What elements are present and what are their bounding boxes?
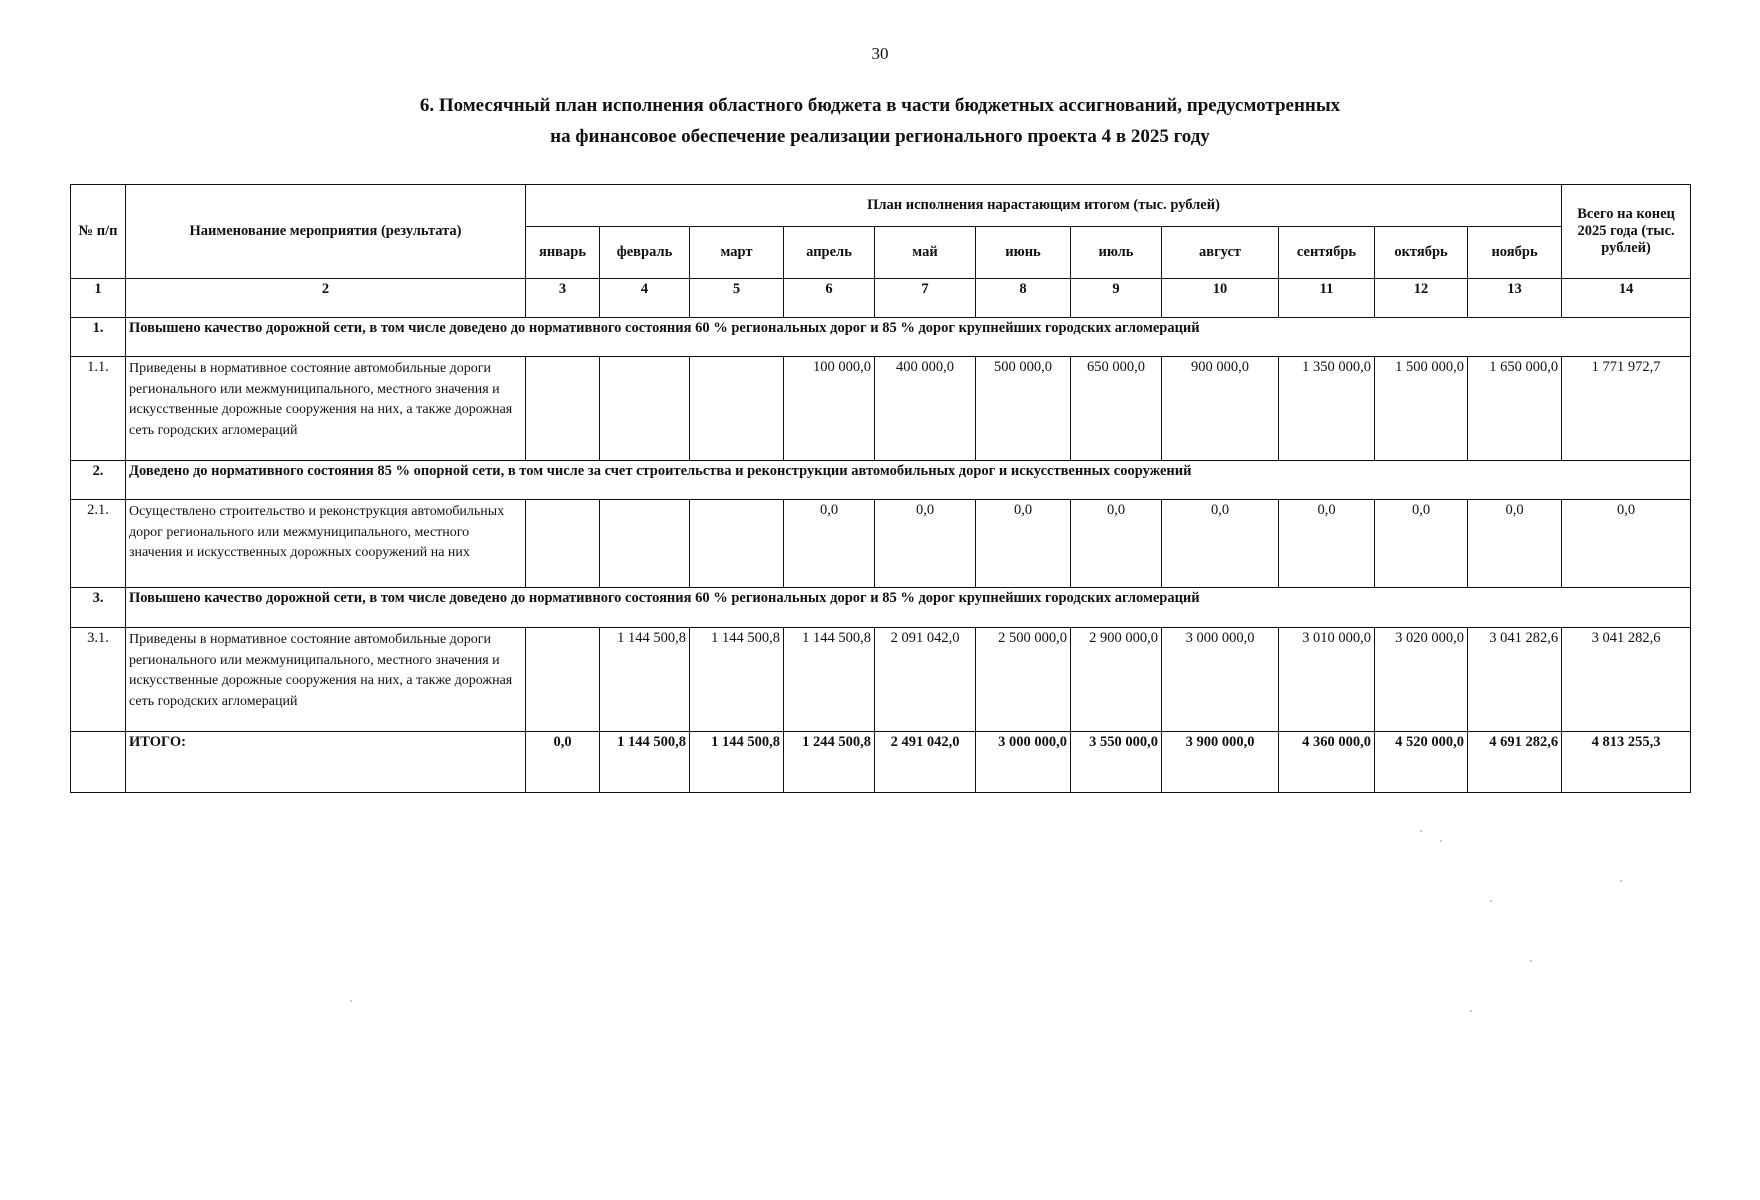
total-value-cell: 2 491 042,0 (875, 732, 976, 793)
total-value-cell: 4 691 282,6 (1468, 732, 1562, 793)
document-title (0, 90, 1760, 152)
value-cell: 3 010 000,0 (1279, 628, 1375, 732)
total-value-cell: 3 000 000,0 (976, 732, 1071, 793)
value-cell (600, 500, 690, 588)
column-number: 1 (71, 279, 126, 318)
value-cell: 1 500 000,0 (1375, 357, 1468, 461)
value-cell: 2 900 000,0 (1071, 628, 1162, 732)
column-number: 13 (1468, 279, 1562, 318)
value-cell: 2 500 000,0 (976, 628, 1071, 732)
column-number: 9 (1071, 279, 1162, 318)
total-row-number (71, 732, 126, 793)
value-cell: 900 000,0 (1162, 357, 1279, 461)
column-number: 12 (1375, 279, 1468, 318)
total-value-cell: 3 550 000,0 (1071, 732, 1162, 793)
value-cell (526, 628, 600, 732)
column-number: 7 (875, 279, 976, 318)
column-number: 11 (1279, 279, 1375, 318)
value-cell (526, 357, 600, 461)
scan-speck (1440, 840, 1442, 842)
total-cell: 1 771 972,7 (1562, 357, 1691, 461)
value-cell (600, 357, 690, 461)
scan-speck (1620, 880, 1622, 882)
scan-speck (1470, 1010, 1472, 1012)
value-cell: 2 091 042,0 (875, 628, 976, 732)
table-row (71, 500, 1691, 588)
value-cell: 400 000,0 (875, 357, 976, 461)
value-cell (690, 357, 784, 461)
section-row (71, 588, 1691, 628)
value-cell: 1 144 500,8 (784, 628, 875, 732)
value-cell: 650 000,0 (1071, 357, 1162, 461)
section-number: 2. (71, 461, 126, 500)
total-row (71, 732, 1691, 793)
title-line-2: на финансовое обеспечение реализации регионального проекта 4 в 2025 году (550, 126, 1210, 147)
item-name: Осуществлено строительство и реконструкция автомобильных дорог регионального или межмуниципального, местного значения и искусственных дорожных сооружений на них (126, 500, 526, 588)
header-month: сентябрь (1279, 227, 1375, 279)
header-month: апрель (784, 227, 875, 279)
value-cell: 0,0 (784, 500, 875, 588)
header-month: июнь (976, 227, 1071, 279)
total-value-cell: 1 244 500,8 (784, 732, 875, 793)
header-month: октябрь (1375, 227, 1468, 279)
section-row (71, 461, 1691, 500)
table-row (71, 628, 1691, 732)
item-name: Приведены в нормативное состояние автомобильные дороги регионального или межмуниципального, местного значения и искусственные дорожные сооружения на них, а также дорожная сеть городских агломераций (126, 628, 526, 732)
value-cell: 100 000,0 (784, 357, 875, 461)
column-number: 2 (126, 279, 526, 318)
column-number: 14 (1562, 279, 1691, 318)
value-cell: 500 000,0 (976, 357, 1071, 461)
value-cell: 3 041 282,6 (1468, 628, 1562, 732)
section-number: 3. (71, 588, 126, 628)
value-cell: 0,0 (1279, 500, 1375, 588)
header-month: май (875, 227, 976, 279)
value-cell: 3 000 000,0 (1162, 628, 1279, 732)
column-number: 8 (976, 279, 1071, 318)
column-number: 10 (1162, 279, 1279, 318)
value-cell: 1 144 500,8 (600, 628, 690, 732)
column-number: 6 (784, 279, 875, 318)
column-number: 5 (690, 279, 784, 318)
grand-total-cell: 4 813 255,3 (1562, 732, 1691, 793)
total-value-cell: 4 360 000,0 (1279, 732, 1375, 793)
header-no: № п/п (71, 185, 126, 279)
value-cell: 0,0 (1071, 500, 1162, 588)
value-cell (526, 500, 600, 588)
total-cell: 0,0 (1562, 500, 1691, 588)
table-row (71, 357, 1691, 461)
value-cell: 1 350 000,0 (1279, 357, 1375, 461)
page-number: 30 (871, 44, 889, 63)
header-month: январь (526, 227, 600, 279)
column-number: 3 (526, 279, 600, 318)
value-cell: 0,0 (1375, 500, 1468, 588)
header-month: март (690, 227, 784, 279)
header-month: июль (1071, 227, 1162, 279)
value-cell: 1 650 000,0 (1468, 357, 1562, 461)
header-month: август (1162, 227, 1279, 279)
value-cell: 0,0 (1162, 500, 1279, 588)
total-value-cell: 3 900 000,0 (1162, 732, 1279, 793)
header-plan: План исполнения нарастающим итогом (тыс. рублей) (526, 185, 1562, 227)
value-cell: 3 020 000,0 (1375, 628, 1468, 732)
item-number: 1.1. (71, 357, 126, 461)
value-cell: 0,0 (976, 500, 1071, 588)
scan-speck (1420, 830, 1422, 832)
value-cell: 0,0 (875, 500, 976, 588)
scan-speck (1530, 960, 1532, 962)
value-cell: 1 144 500,8 (690, 628, 784, 732)
total-value-cell: 1 144 500,8 (690, 732, 784, 793)
section-title: Повышено качество дорожной сети, в том числе доведено до нормативного состояния 60 % региональных дорог и 85 % дорог крупнейших городских агломераций (126, 588, 1691, 628)
total-label: ИТОГО: (126, 732, 526, 793)
section-title: Доведено до нормативного состояния 85 % опорной сети, в том числе за счет строительства и реконструкции автомобильных дорог и искусственных сооружений (126, 461, 1691, 500)
section-number: 1. (71, 318, 126, 357)
scan-speck (350, 1000, 352, 1002)
section-title: Повышено качество дорожной сети, в том числе доведено до нормативного состояния 60 % региональных дорог и 85 % дорог крупнейших городских агломераций (126, 318, 1691, 357)
item-number: 3.1. (71, 628, 126, 732)
column-number: 4 (600, 279, 690, 318)
total-value-cell: 0,0 (526, 732, 600, 793)
column-number-row (71, 279, 1691, 318)
header-total: Всего на конец 2025 года (тыс. рублей) (1562, 185, 1691, 279)
total-value-cell: 1 144 500,8 (600, 732, 690, 793)
value-cell (690, 500, 784, 588)
title-line-1: 6. Помесячный план исполнения областного бюджета в части бюджетных ассигнований, предусмотренных (419, 95, 1341, 116)
scan-speck (1490, 900, 1492, 902)
item-number: 2.1. (71, 500, 126, 588)
header-name: Наименование мероприятия (результата) (126, 185, 526, 279)
value-cell: 0,0 (1468, 500, 1562, 588)
section-row (71, 318, 1691, 357)
header-month: февраль (600, 227, 690, 279)
total-cell: 3 041 282,6 (1562, 628, 1691, 732)
budget-plan-table (70, 184, 1691, 793)
item-name: Приведены в нормативное состояние автомобильные дороги регионального или межмуниципального, местного значения и искусственные дорожные сооружения на них, а также дорожная сеть городских агломераций (126, 357, 526, 461)
total-value-cell: 4 520 000,0 (1375, 732, 1468, 793)
header-month: ноябрь (1468, 227, 1562, 279)
